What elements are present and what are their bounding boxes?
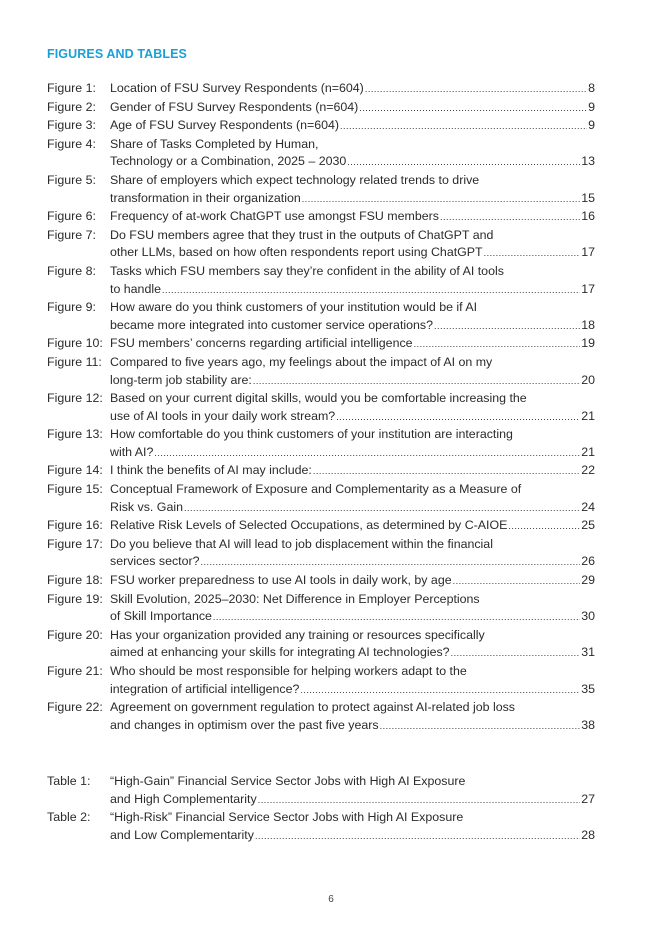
figure-entry[interactable] — [47, 627, 595, 663]
figure-label: Figure 18: — [47, 573, 103, 588]
figure-entry[interactable] — [47, 172, 595, 208]
figure-title — [110, 426, 595, 462]
figure-title-last-line — [110, 499, 595, 518]
figure-title-text: I think the benefits of AI may include: — [110, 463, 312, 478]
table-title-last-line — [110, 827, 595, 846]
dot-leader — [253, 373, 580, 391]
figure-title — [110, 627, 595, 663]
figure-title-line: Share of Tasks Completed by Human, — [110, 136, 319, 151]
figure-title-last-line — [110, 99, 595, 118]
figure-title-last-line — [110, 444, 595, 463]
figure-title-line: How comfortable do you think customers of your institution are interacting — [110, 427, 513, 442]
figure-label: Figure 21: — [47, 664, 103, 678]
figure-page-ref[interactable]: 21 — [581, 408, 595, 423]
figure-title-line: Agreement on government regulation to protect against AI-related job loss — [110, 700, 516, 715]
dot-leader — [201, 554, 581, 572]
figure-entry[interactable] — [47, 517, 595, 536]
figure-label: Figure 19: — [47, 591, 103, 606]
dot-leader — [300, 682, 580, 700]
figure-title-line: Compared to five years ago, my feelings about the impact of AI on my — [110, 354, 493, 369]
figure-title-line: Skill Evolution, 2025–2030: Net Difference in Employer Perceptions — [110, 591, 480, 606]
figure-page-ref[interactable]: 21 — [581, 444, 595, 459]
figure-page-ref[interactable]: 17 — [581, 281, 595, 296]
figure-title — [110, 663, 595, 699]
figure-title-text: transformation in their organization — [110, 190, 301, 205]
figure-entry[interactable] — [47, 80, 595, 99]
figure-title-text: Location of FSU Survey Respondents (n=604) — [110, 81, 364, 95]
dot-leader — [336, 409, 580, 427]
figure-title-text: long-term job stability are: — [110, 372, 252, 387]
figure-title-text: Risk vs. Gain — [110, 499, 183, 514]
figure-title-text: FSU worker preparedness to use AI tools in daily work, by age — [110, 573, 452, 588]
figure-title-line: Tasks which FSU members say they’re confident in the ability of AI tools — [110, 263, 504, 278]
dot-leader — [162, 282, 580, 300]
figure-title — [110, 99, 595, 118]
figure-title-line: Do FSU members agree that they trust in the outputs of ChatGPT and — [110, 227, 494, 242]
figure-title-text: aimed at enhancing your skills for integrating AI technologies? — [110, 645, 450, 660]
figure-title-last-line — [110, 80, 595, 99]
table-title-text: and High Complementarity — [110, 791, 257, 806]
figure-entry[interactable] — [47, 536, 595, 572]
table-title-last-line — [110, 791, 595, 810]
figure-title-last-line — [110, 608, 595, 627]
figures-list — [47, 80, 595, 735]
dot-leader — [453, 573, 581, 591]
figure-page-ref[interactable]: 16 — [581, 209, 595, 224]
figure-title-line: Based on your current digital skills, would you be comfortable increasing the — [110, 391, 527, 406]
figure-title — [110, 117, 595, 136]
table-label: Table 2: — [47, 810, 91, 825]
figure-page-ref[interactable]: 35 — [581, 681, 595, 696]
figure-page-ref[interactable]: 31 — [581, 645, 595, 660]
figure-title-text: other LLMs, based on how often respondents report using ChatGPT — [110, 245, 483, 260]
page-number: 6 — [328, 894, 334, 905]
figure-title-last-line — [110, 517, 595, 536]
figure-entry[interactable] — [47, 299, 595, 335]
figure-page-ref[interactable]: 20 — [581, 372, 595, 387]
figure-page-ref[interactable]: 26 — [581, 554, 595, 569]
dot-leader — [302, 191, 580, 209]
figure-page-ref[interactable]: 15 — [581, 190, 595, 205]
figure-title-last-line — [110, 190, 595, 209]
figure-label: Figure 2: — [47, 99, 96, 114]
figure-title-last-line — [110, 335, 595, 354]
figure-entry[interactable] — [47, 572, 595, 591]
figure-page-ref[interactable]: 25 — [581, 518, 595, 533]
figure-title — [110, 80, 595, 99]
figure-title — [110, 335, 595, 354]
tables-list — [47, 773, 595, 845]
figure-title-line: How aware do you think customers of your institution would be if AI — [110, 300, 478, 315]
figure-title — [110, 390, 595, 426]
figure-title-last-line — [110, 117, 595, 136]
figure-entry[interactable] — [47, 426, 595, 462]
dot-leader — [451, 645, 581, 663]
figure-title-last-line — [110, 408, 595, 427]
figure-label: Figure 22: — [47, 700, 103, 715]
figure-title — [110, 354, 595, 390]
figure-title-last-line — [110, 644, 595, 663]
figure-entry[interactable] — [47, 117, 595, 136]
figure-entry[interactable] — [47, 354, 595, 390]
figure-page-ref[interactable]: 22 — [581, 463, 595, 478]
figure-title-text: use of AI tools in your daily work stream? — [110, 408, 336, 423]
figure-title — [110, 572, 595, 591]
figure-title — [110, 136, 595, 172]
figure-title-line: Conceptual Framework of Exposure and Complementarity as a Measure of — [110, 482, 522, 497]
dot-leader — [434, 318, 580, 336]
figure-title-last-line — [110, 681, 595, 700]
figure-title-text: Age of FSU Survey Respondents (n=604) — [110, 118, 340, 133]
figure-title — [110, 227, 595, 263]
figure-title-last-line — [110, 281, 595, 300]
dot-leader — [255, 828, 580, 846]
figure-label: Figure 14: — [47, 463, 103, 478]
figure-label: Figure 6: — [47, 209, 96, 224]
figure-entry[interactable] — [47, 663, 595, 699]
table-title-line: “High-Risk” Financial Service Sector Jobs with High AI Exposure — [110, 810, 464, 825]
figure-label: Figure 9: — [47, 300, 96, 315]
figure-title-line: Has your organization provided any training or resources specifically — [110, 627, 485, 642]
figure-label: Figure 10: — [47, 336, 103, 351]
figure-entry[interactable] — [47, 481, 595, 517]
figure-title — [110, 172, 595, 208]
figure-page-ref[interactable]: 30 — [581, 609, 595, 624]
table-title-line: “High-Gain” Financial Service Sector Jobs with High AI Exposure — [110, 774, 466, 788]
dot-leader — [414, 336, 581, 354]
table-title-text: and Low Complementarity — [110, 827, 254, 842]
table-page-ref[interactable]: 28 — [581, 827, 595, 842]
figure-label: Figure 20: — [47, 627, 103, 642]
figure-page-ref[interactable]: 9 — [588, 118, 595, 133]
figure-title-text: Technology or a Combination, 2025 – 2030 — [110, 154, 347, 169]
dot-leader — [484, 245, 581, 263]
figure-title-text: and changes in optimism over the past five years — [110, 717, 379, 732]
figure-page-ref[interactable]: 13 — [581, 154, 595, 169]
table-label: Table 1: — [47, 774, 91, 788]
figure-entry[interactable] — [47, 462, 595, 481]
figure-label: Figure 13: — [47, 427, 103, 442]
figure-title-last-line — [110, 244, 595, 263]
figure-title — [110, 462, 595, 481]
figure-label: Figure 12: — [47, 391, 103, 406]
figure-title — [110, 481, 595, 517]
figure-title-line: Share of employers which expect technology related trends to drive — [110, 172, 480, 187]
figure-page-ref[interactable]: 19 — [581, 336, 595, 351]
table-title — [110, 809, 595, 845]
figure-entry[interactable] — [47, 136, 595, 172]
figure-label: Figure 4: — [47, 136, 96, 151]
figure-page-ref[interactable]: 24 — [581, 499, 595, 514]
figure-title-line: Do you believe that AI will lead to job displacement within the financial — [110, 536, 493, 551]
figure-title — [110, 208, 595, 227]
dot-leader — [154, 445, 580, 463]
figure-label: Figure 1: — [47, 81, 96, 95]
figure-title-last-line — [110, 572, 595, 591]
figure-title-text: services sector? — [110, 554, 200, 569]
dot-leader — [380, 718, 581, 736]
figure-label: Figure 7: — [47, 227, 96, 242]
table-entry[interactable] — [47, 809, 595, 845]
figure-title-text: became more integrated into customer service operations? — [110, 317, 434, 332]
figure-title — [110, 517, 595, 536]
figure-title-line: Who should be most responsible for helping workers adapt to the — [110, 664, 467, 678]
dot-leader — [440, 209, 580, 227]
figure-label: Figure 8: — [47, 263, 96, 278]
figure-entry[interactable] — [47, 227, 595, 263]
figure-title-last-line — [110, 372, 595, 391]
figure-title-last-line — [110, 462, 595, 481]
section-heading: FIGURES AND TABLES — [47, 47, 187, 61]
figure-title-text: to handle — [110, 281, 161, 296]
figure-page-ref[interactable]: 17 — [581, 245, 595, 260]
dot-leader — [340, 118, 587, 136]
figure-entry[interactable] — [47, 208, 595, 227]
figure-title-text: with AI? — [110, 444, 154, 459]
figure-title-text: of Skill Importance — [110, 609, 212, 624]
figure-entry[interactable] — [47, 591, 595, 627]
table-page-ref[interactable]: 27 — [581, 791, 595, 806]
figure-title-last-line — [110, 153, 595, 172]
figure-entry[interactable] — [47, 99, 595, 118]
figure-title-last-line — [110, 208, 595, 227]
figure-title-last-line — [110, 553, 595, 572]
figure-page-ref[interactable]: 8 — [588, 81, 595, 95]
figure-label: Figure 3: — [47, 118, 96, 133]
dot-leader — [359, 100, 587, 118]
figure-title-text: Frequency of at-work ChatGPT use amongst FSU members — [110, 209, 439, 224]
dot-leader — [258, 792, 581, 810]
table-entry[interactable] — [47, 773, 595, 809]
dot-leader — [313, 463, 580, 481]
dot-leader — [365, 81, 587, 99]
figure-title — [110, 536, 595, 572]
figure-title-text: FSU members’ concerns regarding artificial intelligence — [110, 336, 413, 351]
figure-page-ref[interactable]: 18 — [581, 317, 595, 332]
figure-title — [110, 299, 595, 335]
figure-page-ref[interactable]: 9 — [588, 99, 595, 114]
figure-entry[interactable] — [47, 699, 595, 735]
figure-title — [110, 699, 595, 735]
figure-entry[interactable] — [47, 335, 595, 354]
dot-leader — [508, 518, 580, 536]
figure-page-ref[interactable]: 38 — [581, 717, 595, 732]
figure-title-text: integration of artificial intelligence? — [110, 681, 300, 696]
table-title — [110, 773, 595, 809]
figure-page-ref[interactable]: 29 — [581, 573, 595, 588]
figure-title — [110, 263, 595, 299]
figure-label: Figure 17: — [47, 536, 103, 551]
dot-leader — [213, 609, 580, 627]
figure-title — [110, 591, 595, 627]
figure-title-last-line — [110, 717, 595, 736]
figure-label: Figure 16: — [47, 518, 103, 533]
figure-label: Figure 5: — [47, 172, 96, 187]
figure-entry[interactable] — [47, 263, 595, 299]
dot-leader — [347, 154, 580, 172]
figure-entry[interactable] — [47, 390, 595, 426]
figure-label: Figure 15: — [47, 482, 103, 497]
figure-title-last-line — [110, 317, 595, 336]
figure-title-text: Gender of FSU Survey Respondents (n=604) — [110, 99, 359, 114]
figure-title-text: Relative Risk Levels of Selected Occupations, as determined by C-AIOE — [110, 518, 508, 533]
figure-label: Figure 11: — [47, 354, 102, 369]
dot-leader — [184, 500, 580, 518]
